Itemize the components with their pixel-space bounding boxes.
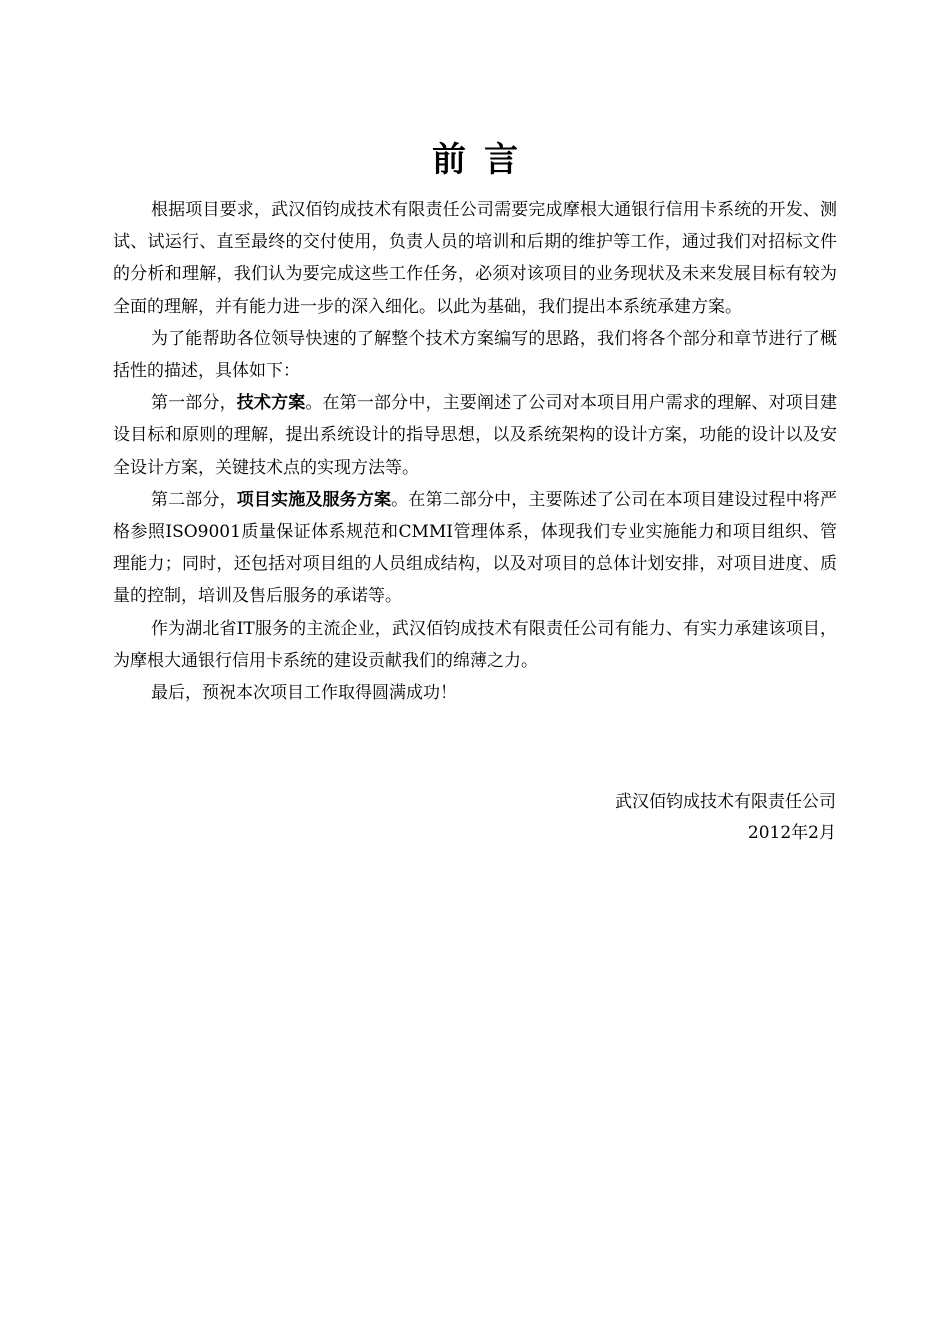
part-two-lead: 第二部分， xyxy=(151,489,237,510)
part-two-text: 。在第二部分中，主要陈述了公司在本项目建设过程中将严格参照ISO9001质量保证体系规范和CMMI管理体系，体现我们专业实施能力和项目组织、管理能力；同时，还包括对项目组的人员组成结构，以及对项目的总体计划安排，对项目进度、质量的控制，培训及售后服务的承诺等。 xyxy=(113,489,838,607)
title-char-1: 前 xyxy=(432,140,466,180)
part-one-text: 。在第一部分中，主要阐述了公司对本项目用户需求的理解、对项目建设目标和原则的理解，提出系统设计的指导思想，以及系统架构的设计方案，功能的设计以及安全设计方案，关键技术点的实现方法等。 xyxy=(113,393,838,478)
paragraph-overview: 为了能帮助各位领导快速的了解整个技术方案编写的思路，我们将各个部分和章节进行了概括性的描述，具体如下： xyxy=(113,328,837,382)
signature-company: 武汉佰钧成技术有限责任公司 xyxy=(615,792,836,812)
paragraph-intro: 根据项目要求，武汉佰钧成技术有限责任公司需要完成摩根大通银行信用卡系统的开发、测试、试运行、直至最终的交付使用，负责人员的培训和后期的维护等工作，通过我们对招标文件的分析和理解，我们认为要完成这些工作任务，必须对该项目的业务现状及未来发展目标有较为全面的理解，并有能力进一步的深入细化。以此为基础，我们提出本系统承建方案。 xyxy=(113,200,837,317)
title-char-2: 言 xyxy=(484,140,518,180)
signature-date: 2012年2月 xyxy=(747,823,836,843)
paragraph-part-one xyxy=(113,387,837,484)
part-one-heading: 技术方案 xyxy=(236,393,306,414)
paragraph-commitment: 作为湖北省IT服务的主流企业，武汉佰钧成技术有限责任公司有能力、有实力承建该项目，为摩根大通银行信用卡系统的建设贡献我们的绵薄之力。 xyxy=(113,618,837,671)
page-title xyxy=(0,136,950,184)
paragraph-closing: 最后，预祝本次项目工作取得圆满成功！ xyxy=(151,683,457,704)
document-body xyxy=(113,194,837,709)
part-two-heading: 项目实施及服务方案 xyxy=(236,489,392,510)
part-one-lead: 第一部分， xyxy=(151,393,237,414)
paragraph-part-two xyxy=(113,484,837,613)
